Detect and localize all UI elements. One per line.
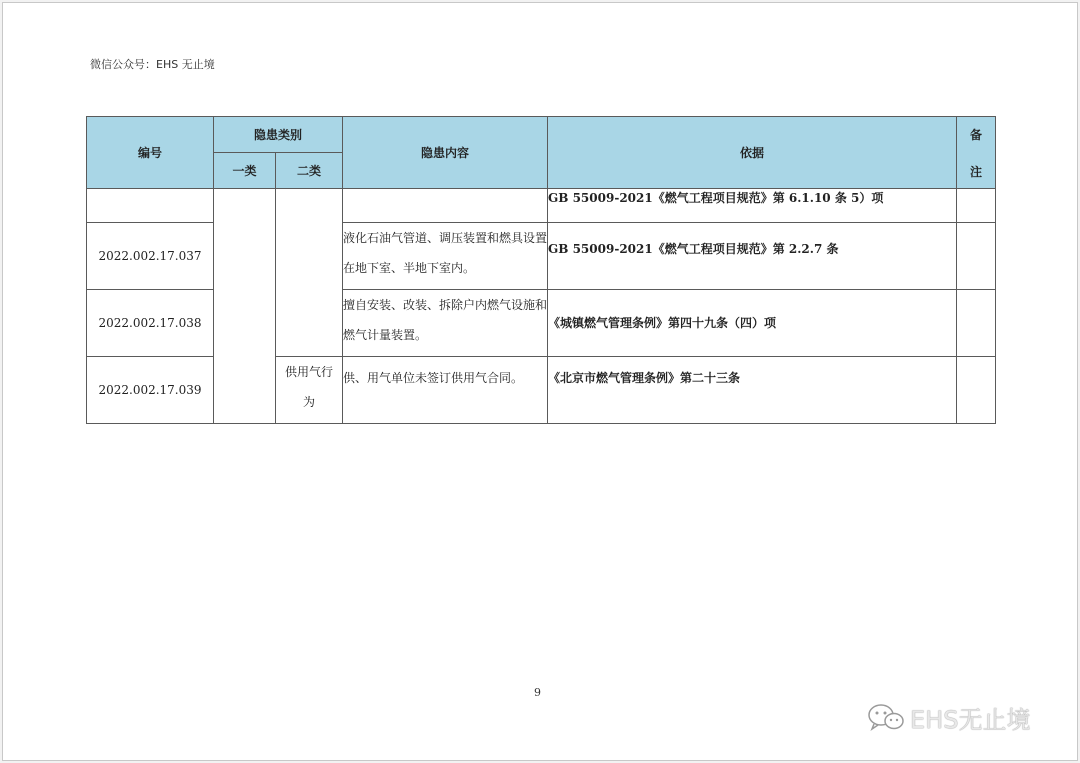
row-content: 供、用气单位未签订供用气合同。 — [343, 357, 548, 424]
row-remark — [957, 357, 996, 424]
row-content: 擅自安装、改装、拆除户内燃气设施和燃气计量装置。 — [343, 290, 548, 357]
header-remark — [957, 117, 996, 189]
row-basis: GB 55009-2021《燃气工程项目规范》第 6.1.10 条 5）项 — [548, 189, 957, 223]
hazard-table — [86, 116, 996, 424]
header-remark-line1: 备 — [970, 127, 983, 142]
row-basis: GB 55009-2021《燃气工程项目规范》第 2.2.7 条 — [548, 223, 957, 290]
header-basis: 依据 — [548, 117, 957, 189]
table-row — [87, 189, 996, 223]
row-remark — [957, 223, 996, 290]
row-basis: 《城镇燃气管理条例》第四十九条（四）项 — [548, 290, 957, 357]
header-category: 隐患类别 — [214, 117, 343, 153]
row-cat2: 供用气行为 — [276, 357, 343, 424]
page-number: 9 — [534, 686, 541, 699]
header-cat2: 二类 — [276, 153, 343, 189]
header-cat1: 一类 — [214, 153, 276, 189]
watermark-text: EHS无止境 — [910, 706, 1031, 734]
row-content — [343, 189, 548, 223]
row-remark — [957, 290, 996, 357]
header-remark-line2: 注 — [970, 164, 983, 179]
header-content: 隐患内容 — [343, 117, 548, 189]
row-content: 液化石油气管道、调压装置和燃具设置在地下室、半地下室内。 — [343, 223, 548, 290]
row-remark — [957, 189, 996, 223]
wechat-icon — [866, 702, 906, 734]
row-code: 2022.002.17.039 — [87, 357, 214, 424]
row-basis: 《北京市燃气管理条例》第二十三条 — [548, 357, 957, 424]
header-code: 编号 — [87, 117, 214, 189]
row-code — [87, 189, 214, 223]
row-code: 2022.002.17.037 — [87, 223, 214, 290]
row-code: 2022.002.17.038 — [87, 290, 214, 357]
header-note: 微信公众号：EHS 无止境 — [90, 58, 215, 71]
cat2-cell-empty — [276, 189, 343, 357]
watermark — [866, 700, 1030, 735]
cat1-cell — [214, 189, 276, 424]
